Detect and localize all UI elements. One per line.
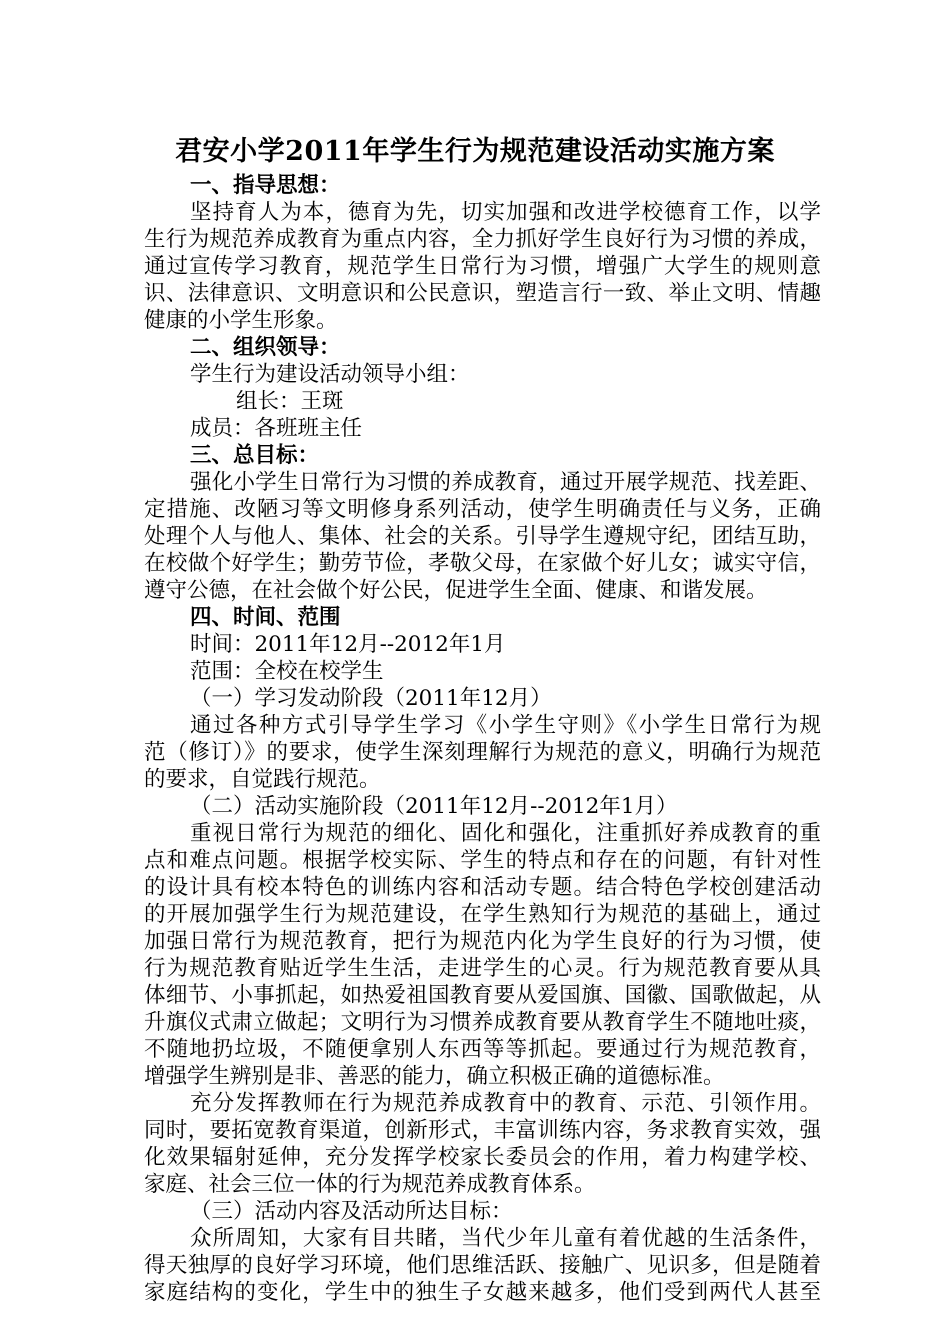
text-line: 范（修订）》的要求，使学生深刻理解行为规范的意义，明确行为规范	[144, 740, 821, 765]
text-line: 点和难点问题。根据学校实际、学生的特点和存在的问题，有针对性	[144, 848, 821, 873]
text-line: 的设计具有校本特色的训练内容和活动专题。结合特色学校创建活动	[144, 875, 821, 900]
section-heading-overall-goal: 三、总目标：	[190, 443, 320, 468]
text-line: 增强学生辨别是非、善恶的能力，确立积极正确的道德标准。	[144, 1064, 725, 1089]
text-line: 重视日常行为规范的细化、固化和强化，注重抓好养成教育的重	[190, 821, 821, 846]
time-line: 时间：2011年12月--2012年1月	[190, 632, 506, 657]
leadership-group-label: 学生行为建设活动领导小组：	[190, 362, 470, 387]
text-line: 强化小学生日常行为习惯的养成教育，通过开展学规范、找差距、	[190, 470, 821, 495]
text-line: 众所周知，大家有目共睹，当代少年儿童有着优越的生活条件，	[190, 1226, 821, 1251]
text-line: 得天独厚的良好学习环境，他们思维活跃、接触广、见识多，但是随着	[144, 1253, 821, 1278]
paragraph-overall-goal	[144, 469, 821, 604]
text-line: 不随地扔垃圾，不随便拿别人东西等等抓起。要通过行为规范教育，	[144, 1037, 821, 1062]
phase3-heading: （三）活动内容及活动所达目标：	[190, 1199, 513, 1224]
group-leader: 组长：王斑	[236, 389, 344, 414]
text-line: 在校做个好学生；勤劳节俭，孝敬父母，在家做个好儿女；诚实守信，	[144, 551, 821, 576]
text-line: 处理个人与他人、集体、社会的关系。引导学生遵规守纪，团结互助，	[144, 524, 821, 549]
paragraph-guiding-ideology	[144, 199, 821, 334]
text-line: 行为规范教育贴近学生生活，走进学生的心灵。行为规范教育要从具	[144, 956, 821, 981]
text-line: 体细节、小事抓起，如热爱祖国教育要从爱国旗、国徽、国歌做起，从	[144, 983, 821, 1008]
phase2-heading: （二）活动实施阶段（2011年12月--2012年1月）	[190, 794, 678, 819]
paragraph-phase1	[144, 712, 821, 793]
text-line: 升旗仪式肃立做起；文明行为习惯养成教育要从教育学生不随地吐痰，	[144, 1010, 821, 1035]
text-line: 健康的小学生形象。	[144, 308, 338, 333]
text-line: 通过各种方式引导学生学习《小学生守则》《小学生日常行为规	[190, 713, 821, 738]
paragraph-phase3	[144, 1225, 821, 1306]
section-heading-organization: 二、组织领导：	[190, 335, 341, 360]
text-line: 充分发挥教师在行为规范养成教育中的教育、示范、引领作用。	[190, 1091, 821, 1116]
text-line: 通过宣传学习教育，规范学生日常行为习惯，增强广大学生的规则意	[144, 254, 821, 279]
text-line: 遵守公德，在社会做个好公民，促进学生全面、健康、和谐发展。	[144, 578, 768, 603]
scope-line: 范围：全校在校学生	[190, 659, 384, 684]
text-line: 识、法律意识、文明意识和公民意识，塑造言行一致、举止文明、情趣	[144, 281, 821, 306]
text-line: 的开展加强学生行为规范建设，在学生熟知行为规范的基础上，通过	[144, 902, 821, 927]
text-line: 的要求，自觉践行规范。	[144, 767, 381, 792]
text-line: 同时，要拓宽教育渠道，创新形式，丰富训练内容，务求教育实效，强	[144, 1118, 821, 1143]
phase1-heading: （一）学习发动阶段（2011年12月）	[190, 686, 552, 711]
text-line: 家庭、社会三位一体的行为规范养成教育体系。	[144, 1172, 596, 1197]
text-line: 化效果辐射延伸，充分发挥学校家长委员会的作用，着力构建学校、	[144, 1145, 821, 1170]
text-line: 坚持育人为本，德育为先，切实加强和改进学校德育工作，以学	[190, 200, 821, 225]
paragraph-phase2	[144, 820, 821, 1090]
section-heading-guiding-ideology: 一、指导思想：	[190, 173, 341, 198]
text-line: 生行为规范养成教育为重点内容，全力抓好学生良好行为习惯的养成，	[144, 227, 821, 252]
text-line: 定措施、改陋习等文明修身系列活动，使学生明确责任与义务，正确	[144, 497, 821, 522]
document-title: 君安小学2011年学生行为规范建设活动实施方案	[175, 136, 775, 167]
text-line: 加强日常行为规范教育，把行为规范内化为学生良好的行为习惯，使	[144, 929, 821, 954]
document-body	[144, 172, 821, 1306]
paragraph-phase2-teachers	[144, 1090, 821, 1198]
section-heading-time-scope: 四、时间、范围	[190, 605, 341, 630]
text-line: 家庭结构的变化，学生中的独生子女越来越多，他们受到两代人甚至	[144, 1280, 821, 1305]
group-members: 成员：各班班主任	[190, 416, 363, 441]
